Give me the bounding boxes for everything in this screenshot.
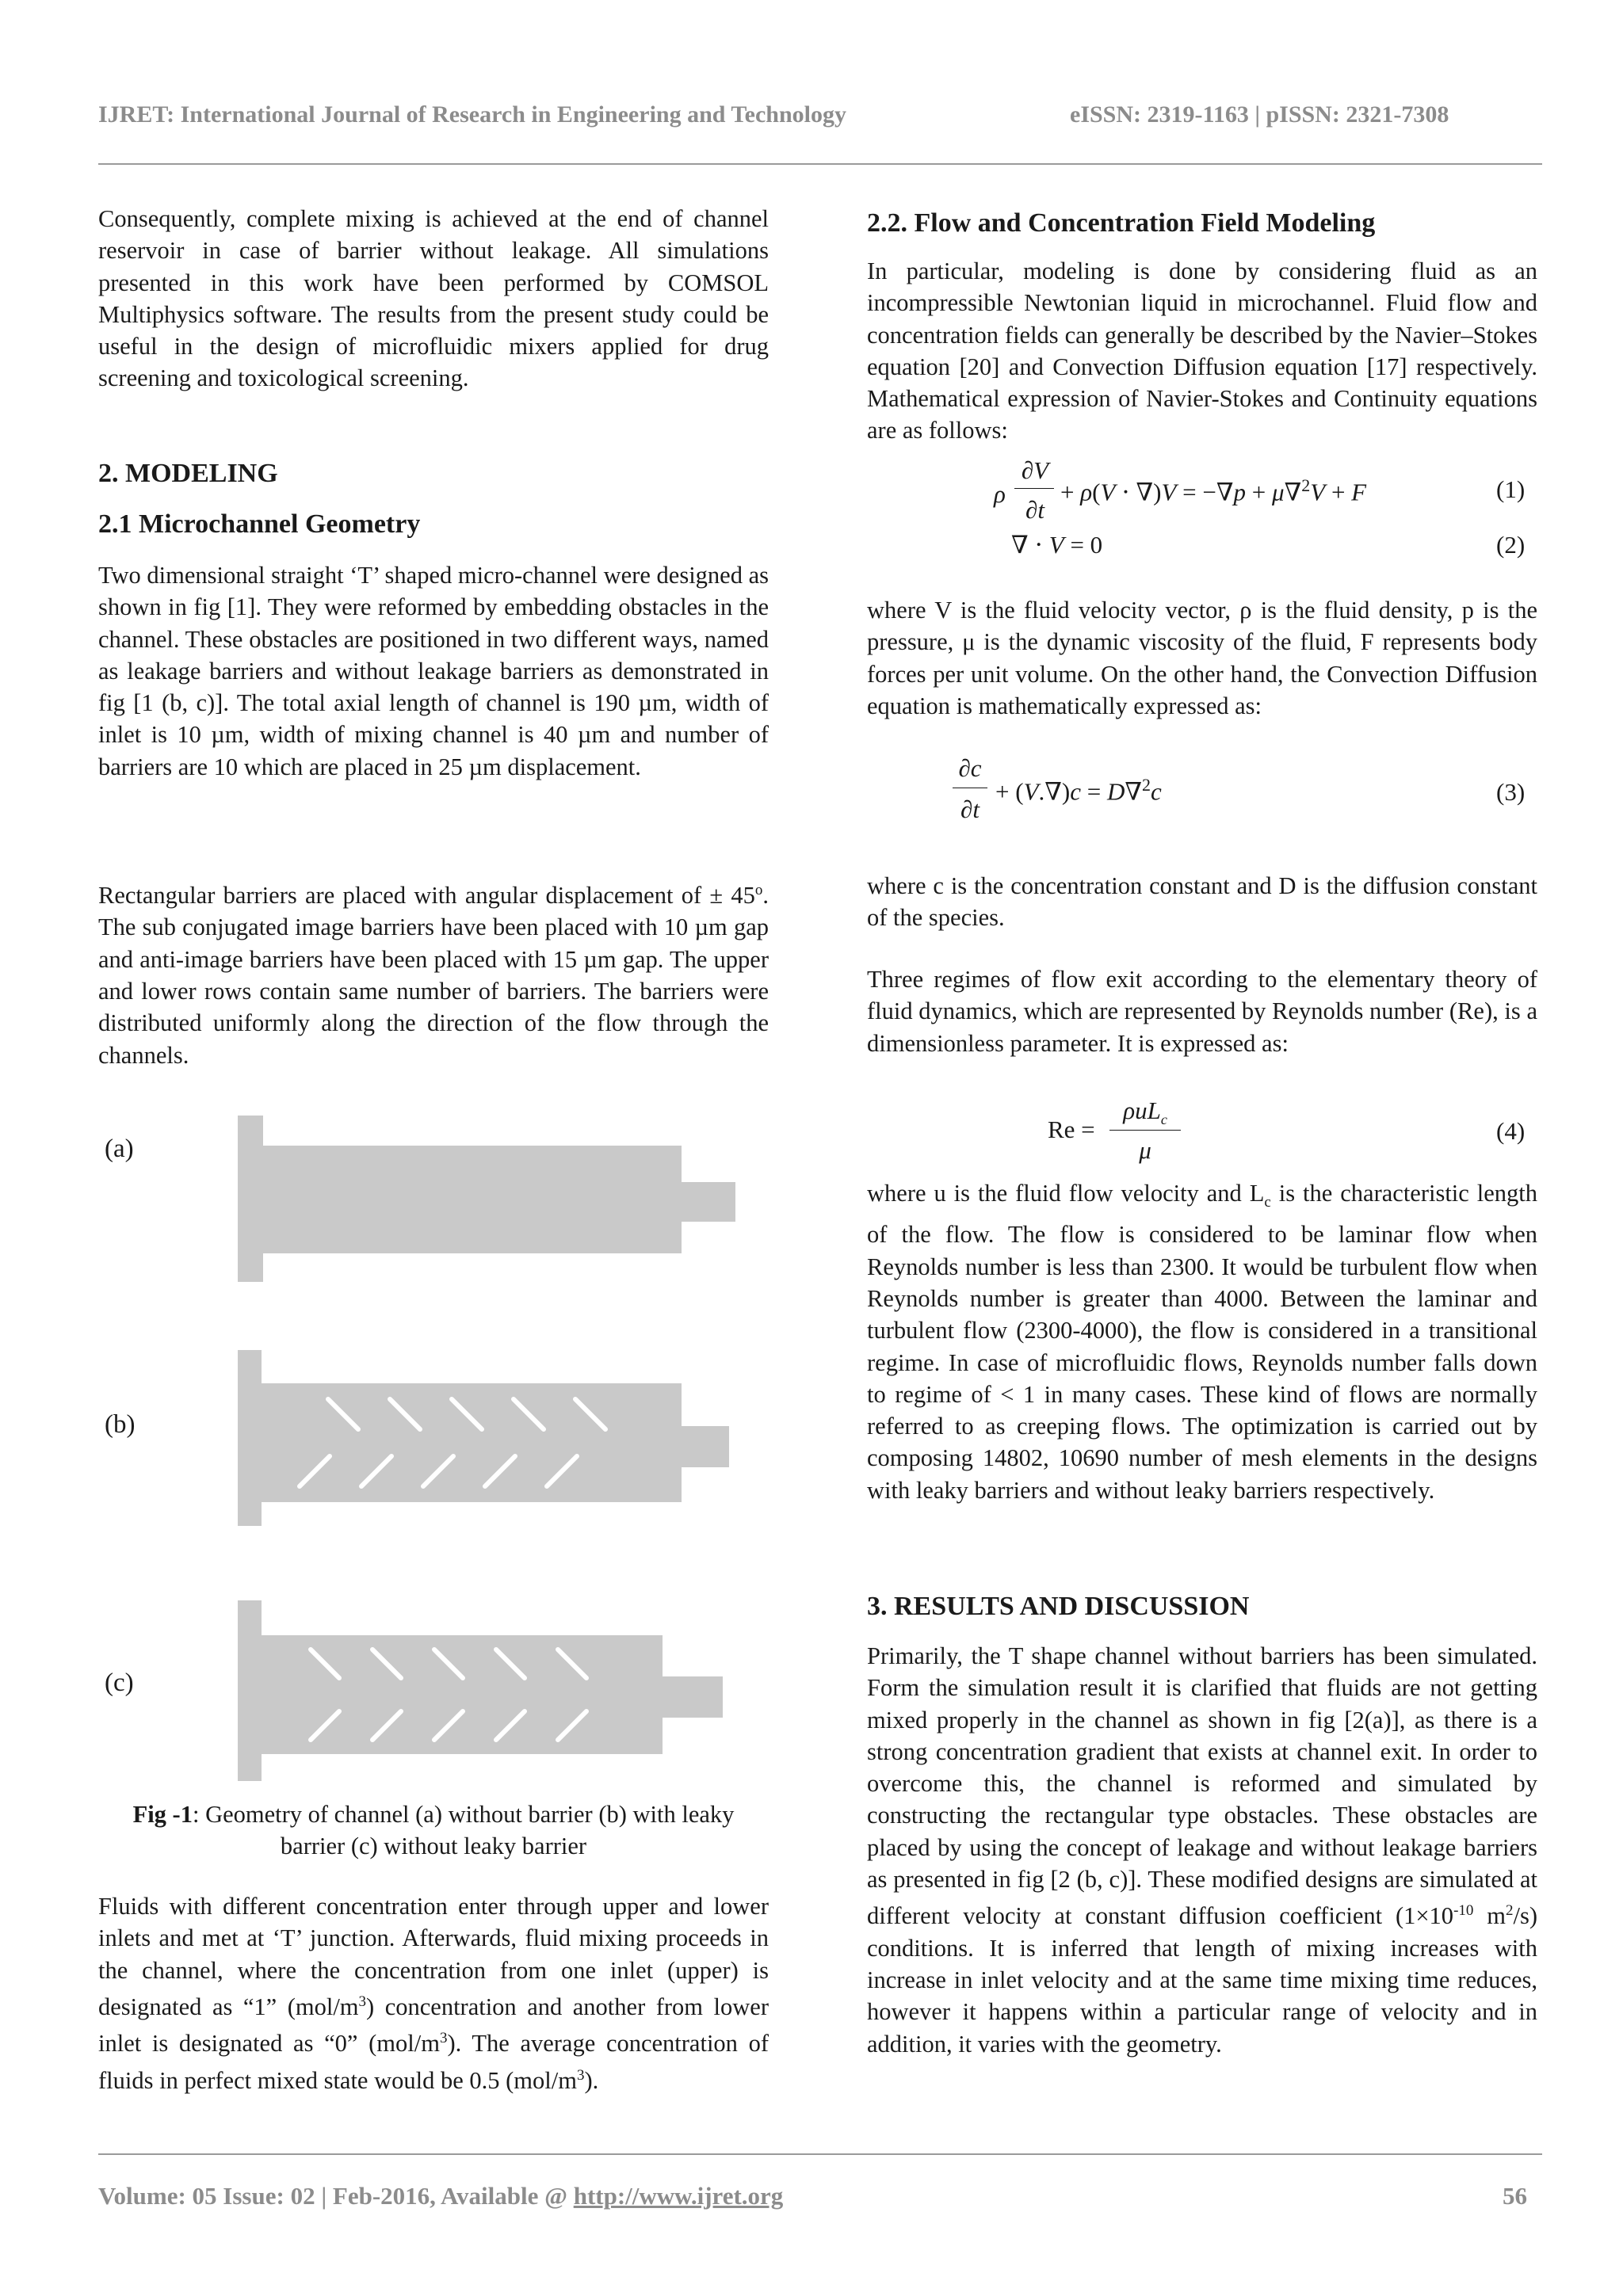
header-rule: [98, 163, 1542, 165]
flow-paragraph: In particular, modeling is done by considering fluid as an incompressible Newtonian liquid in microchannel. Fluid flow and concentration fields can generally be described by the Navier–Stokes equation [20] and Convection Diffusion equation [17] respectively. Mathematical expression of Navier-Stokes and Continuity equations are as follows:: [867, 257, 1537, 444]
results-paragraph: Primarily, the T shape channel without barriers has been simulated. Form the simulation result it is clarified that fluids are not getting mixed properly in the channel as shown in fig [2(a)], as there is a strong concentration gradient that exists at channel exit. In order to overcome this, the channel is reformed and simulated by constructing the rectangular type obstacles. These obstacles are placed by using the concept of leakage and without leakage barriers as presented in fig [2 (b, c)]. These modified designs are simulated at different velocity at constant diffusion coefficient ($1\times 10^{-10}$ $m^2/s$) conditions. It is inferred that length of mixing increases with increase in inlet velocity and at the same time mixing time reduces, however it happens within a particular range of velocity and in addition, it varies with the geometry.: [867, 1642, 1537, 2058]
footer-rule: [98, 2153, 1542, 2155]
channel-figure-a: [235, 1112, 742, 1285]
section-2-title: 2. MODELING: [98, 459, 278, 488]
footer-volume: Volume: 05 Issue: 02 | Feb-2016, Available @ http://www.ijret.org: [98, 2182, 784, 2210]
where-c-paragraph: where c is the concentration constant and D is the diffusion constant of the species.: [867, 872, 1537, 932]
equation-2: ∇ ⋅ V = 0: [1011, 531, 1103, 559]
section-2-2-title: 2.2. Flow and Concentration Field Modeling: [867, 208, 1376, 238]
where-u-paragraph: where u is the fluid flow velocity and $L_c$ is the characteristic length of the flow. The flow is considered to be laminar flow when Reynolds number is less than 2300. It would be turbulent flow when Reynolds number is greater than 4000. Between the laminar and turbulent flow (2300-4000), the flow is considered in a transitional regime. In case of microfluidic flows, Reynolds number falls down to regime of < 1 in many cases. These kind of flows are normally referred to as creeping flows. The optimization is carried out by composing 14802, 10690 number of mesh elements in the designs with leaky barriers and without leaky barriers respectively.: [867, 1180, 1537, 1504]
equation-4-number: (4): [1496, 1117, 1526, 1145]
channel-shape-c: [238, 1600, 723, 1781]
equation-1-number: (1): [1496, 475, 1526, 503]
fig-label-c: (c): [105, 1669, 134, 1697]
equation-2-number: (2): [1496, 531, 1526, 559]
journal-title: IJRET: International Journal of Research in Engineering and Technology: [98, 101, 847, 128]
fig-label-a: (a): [105, 1135, 134, 1163]
issn: eISSN: 2319-1163 | pISSN: 2321-7308: [1070, 101, 1449, 128]
figure-1-caption: Fig -1: Geometry of channel (a) without barrier (b) with leaky barrier (c) without leaky barrier: [132, 1801, 735, 1859]
where-v-paragraph: where V is the fluid velocity vector, ρ is the fluid density, p is the pressure, μ is the dynamic viscosity of the fluid, F represents body forces per unit volume. On the other hand, the Convection Diffusion equation is mathematically expressed as:: [867, 597, 1537, 719]
channel-shape-b: [238, 1350, 729, 1526]
journal-url-link[interactable]: http://www.ijret.org: [573, 2182, 784, 2210]
geometry-paragraph: Two dimensional straight ‘T’ shaped micro-channel were designed as shown in fig [1]. They were reformed by embedding obstacles in the channel. These obstacles are positioned in two different ways, named as leakage barriers and without leakage barriers as demonstrated in fig [1 (b, c)]. The total axial length of channel is 190 µm, width of inlet is 10 µm, width of mixing channel is 40 µm and number of barriers are 10 which are placed in 25 µm displacement.: [98, 562, 769, 780]
section-2-1-title: 2.1 Microchannel Geometry: [98, 509, 421, 539]
fig-label-b: (b): [105, 1410, 136, 1439]
channel-shape-a: [238, 1116, 735, 1282]
barriers-paragraph: Rectangular barriers are placed with angular displacement of ± $45^o$. The sub conjugated image barriers have been placed with 10 µm gap and anti-image barriers have been placed with 15 µm gap. The upper and lower rows contain same number of barriers. The barriers were distributed uniformly along the direction of the flow through the channels.: [98, 882, 769, 1069]
regimes-paragraph: Three regimes of flow exit according to the elementary theory of fluid dynamics, which are represented by Reynolds number (Re), is a dimensionless parameter. It is expressed as:: [867, 966, 1537, 1057]
channel-figure-b: [235, 1347, 742, 1529]
intro-paragraph: Consequently, complete mixing is achieved at the end of channel reservoir in case of barrier without leakage. All simulations presented in this work have been performed by COMSOL Multiphysics software. The results from the present study could be useful in the design of microfluidic mixers applied for drug screening and toxicological screening.: [98, 205, 769, 392]
equation-3-number: (3): [1496, 778, 1526, 806]
fluids-paragraph: Fluids with different concentration enter through upper and lower inlets and met at ‘T’ junction. Afterwards, fluid mixing proceeds in the channel, where the concentration from one inlet (upper) is designated as “1” $(mol/m^3)$ concentration and another from lower inlet is designated as “0” $(mol/m^3)$. The average concentration of fluids in perfect mixed state would be 0.5 $(mol/m^3)$.: [98, 1893, 769, 2094]
page-number: 56: [1503, 2182, 1527, 2210]
channel-figure-c: [235, 1597, 742, 1784]
section-3-title: 3. RESULTS AND DISCUSSION: [867, 1592, 1250, 1621]
